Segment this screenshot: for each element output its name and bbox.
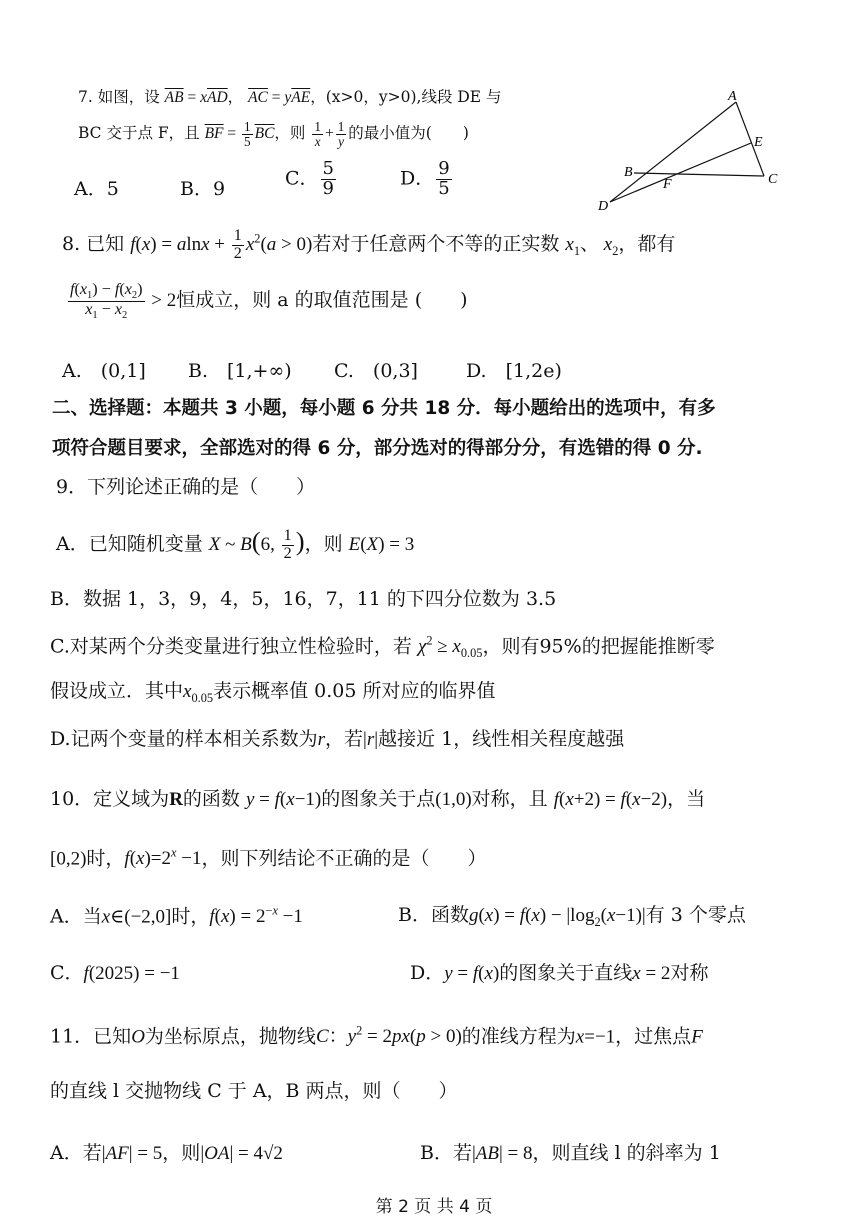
q7-bf-eq: $\overline{BF}$ = $\frac{1}{5}$ $\overline{BC}$ <box>204 119 275 149</box>
q7-line2 <box>78 120 469 149</box>
q9-option-c-line2: 假设成立．其中$x_{0.05}$表示概率值 0.05 所对应的临界值 <box>50 680 496 705</box>
section2-title-line2: 项符合题目要求，全部选对的得 6 分，部分选对的得部分分，有选错的得 0 分. <box>52 438 703 459</box>
q8-option-d: D. [1,2e) <box>466 360 562 382</box>
q7-line1: 7. 如图，设 $\overline{AB} = x\overline{AD}$， $\overline{AC} = y\overline{AE}$，(x>0，y>0),线段 DE 与 <box>78 88 502 106</box>
q7-option-b: B．9 <box>180 178 226 200</box>
q7-triangle-figure <box>590 88 790 218</box>
q7-text4: 的最小值为( ) <box>348 123 469 142</box>
label-c: C <box>768 172 778 187</box>
q7-sum: $\frac{1}{x}$ + $\frac{1}{y}$ <box>314 119 345 149</box>
q8-line1: 8. 已知 f(x) = alnx + $\frac{1}{2}$ $x^2(a > 0)$若对于任意两个不等的正实数 $x_1$、 $x_2$，都有 <box>62 227 676 262</box>
q9-option-c-line1: C.对某两个分类变量进行独立性检验时，若 $\chi^2 \ge x_{0.05}$，则有95%的把握能推断零 <box>50 634 715 661</box>
label-d: D <box>598 199 609 214</box>
label-e: E <box>754 135 763 150</box>
q8-function: f(x) = alnx + $\frac{1}{2}$ $x^2(a > 0)$ <box>130 227 313 262</box>
q10-option-b: B．函数$g(x) = f(x) - |\log_2(x-1)|$有 3 个零点 <box>398 904 746 929</box>
q7-text3: ，则 <box>274 123 306 142</box>
q7-text2: BC 交于点 F，且 <box>78 123 200 142</box>
q11-option-b: B．若|AB| = 8，则直线 l 的斜率为 1 <box>420 1142 721 1164</box>
q7-eq2: $\overline{AC} = y\overline{AE}$ <box>248 89 311 106</box>
label-b: B <box>624 165 633 180</box>
page-footer: 第 2 页 共 4 页 <box>375 1197 493 1217</box>
q10-option-a: A．当x∈(−2,0]时，$f(x) = 2^{-x} -1$ <box>50 904 303 928</box>
q11-line1: 11．已知O为坐标原点，抛物线C：$y^2 = 2px(p > 0)$的准线方程为x=−1，过焦点F <box>50 1024 703 1048</box>
q11-line2: 的直线 l 交抛物线 C 于 A，B 两点，则（ ） <box>50 1080 458 1102</box>
q8-option-a: A. (0,1] <box>62 360 146 382</box>
q10-option-d: D．y = f(x)的图象关于直线x = 2对称 <box>410 962 709 984</box>
q10-line1: 10．定义域为R的函数 y = f(x−1)的图象关于点(1,0)对称，且 f(x+2) = f(x−2)，当 <box>50 788 706 810</box>
q8-option-c: C. (0,3] <box>334 360 418 382</box>
q11-option-a: A．若|AF| = 5，则|OA| = 4√2 <box>50 1142 283 1164</box>
q7-option-d: D． $\frac{9}{5}$ <box>400 158 450 199</box>
q7-option-a: A．5 <box>74 178 119 200</box>
q7-text-post: ，(x>0，y>0),线段 DE 与 <box>310 88 502 106</box>
section2-title-line1: 二、选择题：本题共 3 小题，每小题 6 分共 18 分．每小题给出的选项中，有多 <box>52 398 716 419</box>
q7-text: 7. 如图，设 <box>78 88 160 106</box>
q9-option-a: A．已知随机变量 X ~ B(6, $\frac{1}{2}$ )，则 E(X) = 3 <box>56 526 415 563</box>
q9-option-b: B．数据 1，3，9，4，5，16，7，11 的下四分位数为 3.5 <box>50 588 557 610</box>
q9-option-d: D.记两个变量的样本相关系数为r，若|r|越接近 1，线性相关程度越强 <box>50 728 625 750</box>
q10-line2: [0,2)时，$f(x)=2^x -1$，则下列结论不正确的是（ ） <box>50 846 487 870</box>
q7-eq1: $\overline{AB} = x\overline{AD}$ <box>164 89 228 106</box>
q8-inequality: $\frac{f(x_1) - f(x_2)}{x_1 - x_2}$ > 2 <box>70 281 177 322</box>
label-f: F <box>663 177 672 192</box>
label-a: A <box>728 89 737 104</box>
q9-stem: 9．下列论述正确的是（ ） <box>56 476 316 498</box>
q10-option-c: C．f(2025) = −1 <box>50 962 180 984</box>
q7-option-c: C． $\frac{5}{9}$ <box>285 158 334 199</box>
q8-option-b: B. [1,+∞) <box>188 360 292 382</box>
q8-line2: $\frac{f(x_1) - f(x_2)}{x_1 - x_2}$ > 2恒成立，则 a 的取值范围是 ( ) <box>66 282 468 321</box>
